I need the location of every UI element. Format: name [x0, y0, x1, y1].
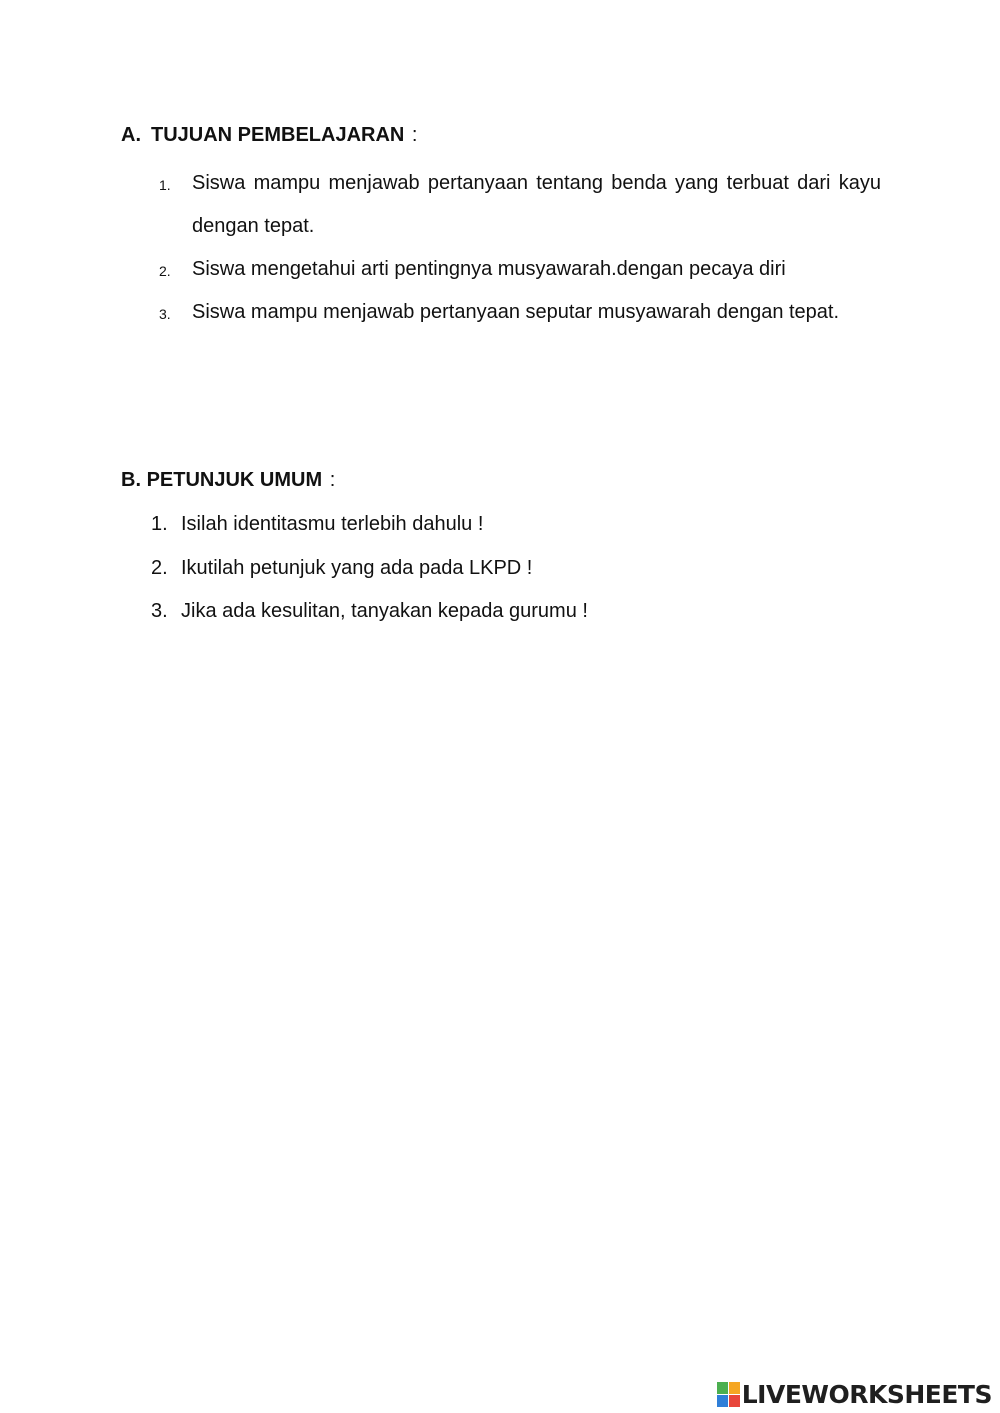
section-a-colon: :	[411, 124, 418, 146]
objective-number: 2.	[159, 263, 171, 279]
liveworksheets-logo-icon	[717, 1382, 739, 1406]
objective-number: 1.	[159, 177, 171, 193]
objective-item	[121, 248, 881, 291]
instruction-text: Ikutilah petunjuk yang ada pada LKPD !	[181, 556, 533, 579]
instruction-text: Isilah identitasmu terlebih dahulu !	[181, 513, 484, 535]
instructions-list	[151, 503, 588, 634]
objective-text: Siswa mengetahui arti pentingnya musyawarah.dengan pecaya diri	[192, 258, 786, 280]
section-b-heading	[121, 468, 335, 492]
objective-number: 3.	[159, 306, 171, 322]
section-a-title: TUJUAN PEMBELAJARAN	[151, 124, 405, 146]
instruction-number: 1.	[151, 513, 168, 535]
instruction-item	[151, 503, 588, 547]
section-a-heading	[121, 123, 417, 147]
objectives-list	[121, 162, 881, 334]
logo-cell	[729, 1395, 740, 1407]
section-b-colon: :	[329, 469, 336, 491]
section-b-letter: B.	[121, 469, 141, 491]
instruction-text: Jika ada kesulitan, tanyakan kepada gurumu !	[181, 600, 588, 622]
objective-text: Siswa mampu menjawab pertanyaan seputar musyawarah dengan tepat.	[192, 301, 840, 323]
liveworksheets-watermark	[717, 1379, 992, 1409]
instruction-number: 2.	[151, 556, 168, 579]
logo-cell	[717, 1395, 728, 1407]
instruction-item	[151, 590, 588, 634]
section-a-letter: A.	[121, 124, 141, 146]
objective-text: Siswa mampu menjawab pertanyaan tentang benda yang terbuat dari kayu dengan tepat.	[192, 172, 881, 237]
instruction-number: 3.	[151, 600, 168, 622]
instruction-item	[151, 547, 588, 591]
objective-item	[121, 291, 881, 334]
section-b-title: PETUNJUK UMUM	[146, 469, 323, 491]
watermark-text: LIVEWORKSHEETS	[741, 1379, 992, 1409]
logo-cell	[717, 1382, 728, 1394]
objective-item	[121, 162, 881, 248]
logo-cell	[729, 1382, 740, 1394]
